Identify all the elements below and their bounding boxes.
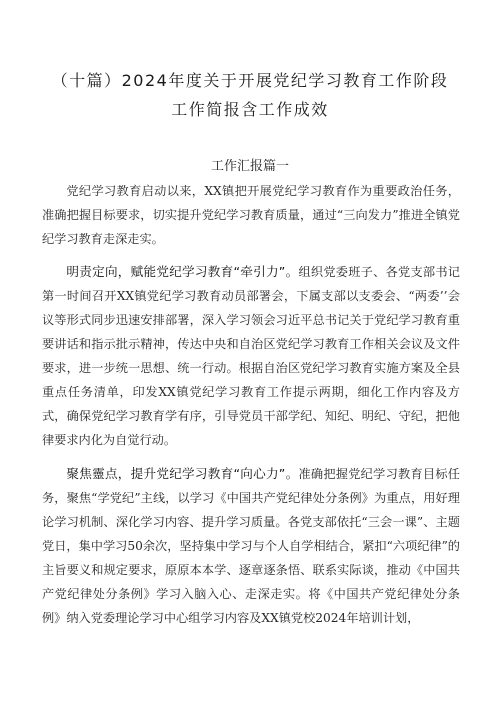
section-heading: 工作汇报篇一	[210, 159, 289, 174]
paragraph-text: 党纪学习教育启动以来，XX镇把开展党纪学习教育作为重要政治任务，准确把握目标要求，切实提升党纪学习教育质量，通过“三向发力”推进全镇党纪学习教育走深走实。	[42, 184, 460, 246]
document-title-line-2: 工作简报含工作成效	[171, 100, 329, 119]
paragraph-text: 组织党委班子、各党支部书记第一时间召开XX镇党纪学习教育动员部署会，下属支部以支委会、“两委’’会议等形式同步迅速安排部署，深入学习领会习近平总书记关于党纪学习教育重要讲话和指示批示精神，传达中央和自治区党纪学习教育工作相关会议及文件要求，进一步统一思想、统一行动。根据自治区党纪学习教育实施方案及全县重点任务清单，印发XX镇党纪学习教育工作提示两期，细化工作内容及方式，确保党纪学习教育学有序，引导党员干部学纪、知纪、明纪、守纪，把他律要求内化为自觉行动。	[42, 265, 460, 447]
paragraph-text: 准确把握党纪学习教育目标任务，聚焦“学党纪”主线，以学习《中国共产党纪律处分条例》为重点，用好理论学习机制、深化学习内容、提升学习质量。各党支部依托“三会一课”、主题党日，集中学习50余次，坚持集中学习与个人自学相结合，紧扣“六项纪律”的主旨要义和规定要求，原原本本学、逐章逐条悟、联系实际谈，推动《中国共产党纪律处分条例》学习入脑入心、走深走实。将《中国共产党纪律处分条例》纳入党委理论学习中心组学习内容及XX镇党校2024年培训计划，	[42, 467, 460, 625]
paragraph-lead: 明责定向，赋能党纪学习教育“牵引力”。	[66, 264, 299, 279]
paragraph-focus	[42, 462, 460, 630]
paragraph-accountability	[42, 260, 460, 452]
document-title-line-1: （十篇）2024年度关于开展党纪学习教育工作阶段	[51, 71, 449, 90]
paragraph-intro	[42, 179, 460, 251]
paragraph-lead: 聚焦靈点，提升党纪学习教育“向心力”。	[66, 466, 299, 481]
